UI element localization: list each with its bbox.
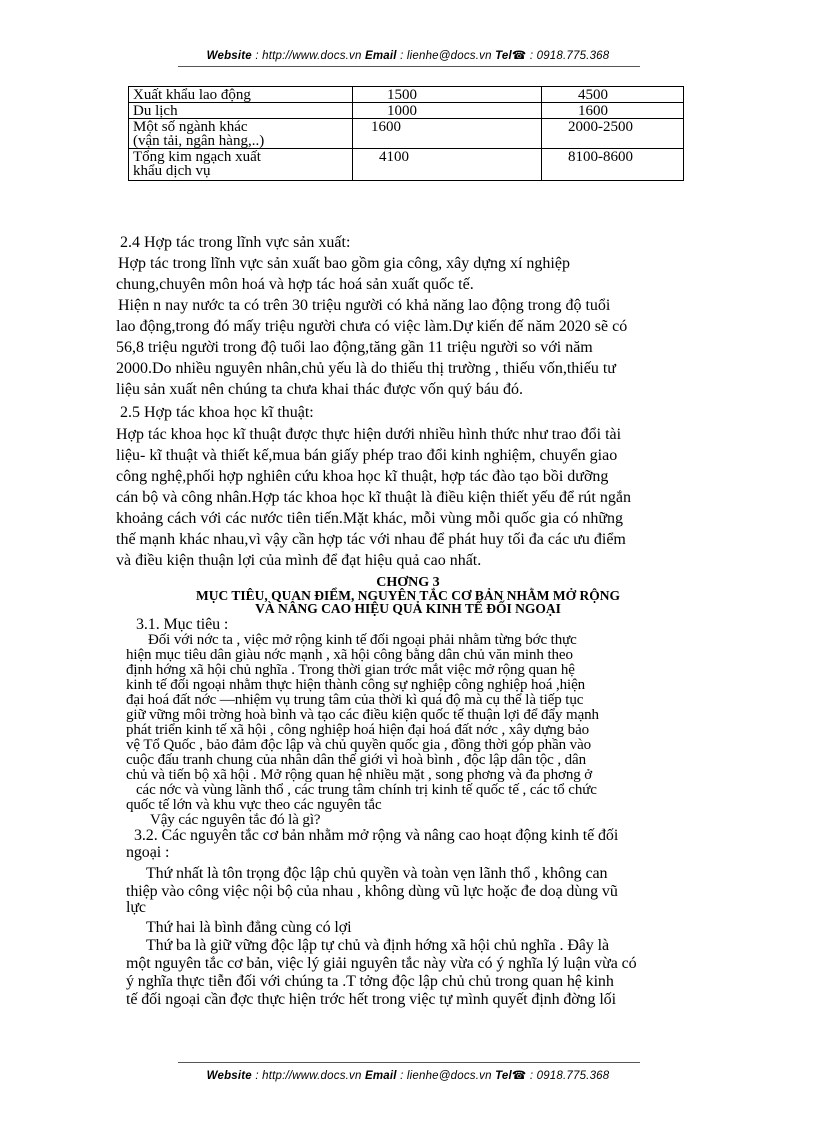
website-label: Website xyxy=(206,50,252,62)
paragraph-line: ý nghĩa thực tiễn đối với chúng ta .T tởng độc lập chủ chủ trong quan hệ kinh xyxy=(126,973,614,990)
paragraph-line: quốc tế lớn và khu vực theo các nguyên tắc xyxy=(126,797,382,813)
paragraph-line: liệu- kĩ thuật và thiết kế,mua bán giấy phép trao đổi kinh nghiệm, chuyển giao xyxy=(116,447,618,464)
export-services-table xyxy=(128,86,684,181)
paragraph-line: cán bộ và công nhân.Hợp tác khoa học kĩ thuật là điều kiện thiết yếu để rút ngắn xyxy=(116,489,631,506)
table-cell: 1500 xyxy=(353,87,542,103)
paragraph-line: thiệp vào công việc nội bộ của nhau , không dùng vũ lực hoặc đe doạ dùng vũ xyxy=(126,883,618,900)
section-heading: 2.5 Hợp tác khoa học kĩ thuật: xyxy=(120,404,314,421)
paragraph-line: giữ vững môi trờng hoà bình và tạo các điều kiện quốc tế thuận lợi để đẩy mạnh xyxy=(126,707,599,723)
paragraph-line: cuộc đấu tranh chung của nhân dân thế giới vì hoà bình , độc lập dân tộc , dân xyxy=(126,752,586,768)
footer-rule xyxy=(178,1062,640,1063)
table-cell: 1600 xyxy=(542,103,684,119)
table-cell: Tổng kim ngạch xuất khẩu dịch vụ xyxy=(129,149,353,181)
table-row xyxy=(129,103,684,119)
tel-value: : 0918.775.368 xyxy=(529,1070,610,1082)
email-label: Email xyxy=(365,1070,397,1082)
table-cell: 4500 xyxy=(542,87,684,103)
paragraph-line: thế mạnh khác nhau,vì vậy cần hợp tác với nhau để phát huy tối đa các ưu điểm xyxy=(116,531,626,548)
paragraph-line: Hợp tác trong lĩnh vực sản xuất bao gồm gia công, xây dựng xí nghiệp xyxy=(118,255,570,272)
paragraph-line: khoảng cách với các nước tiên tiến.Mặt khác, mỗi vùng mỗi quốc gia có những xyxy=(116,510,624,527)
paragraph-line: Thứ nhất là tôn trọng độc lập chủ quyền và toàn vẹn lãnh thổ , không can xyxy=(146,865,608,882)
table-cell: Xuất khẩu lao động xyxy=(129,87,353,103)
email-value[interactable]: : lienhe@docs.vn xyxy=(400,50,492,62)
phone-icon: ☎ xyxy=(511,1070,527,1082)
table-row xyxy=(129,149,684,181)
paragraph-line: 2000.Do nhiều nguyên nhân,chủ yếu là do thiếu thị trường , thiếu vốn,thiếu tư xyxy=(116,360,616,377)
paragraph-line: 56,8 triệu người trong độ tuổi lao động,tăng gần 11 triệu người so với năm xyxy=(116,339,593,356)
paragraph-line: liệu sản xuất nên chúng ta chưa khai thác được vốn quý báu đó. xyxy=(116,381,524,398)
table-cell: 4100 xyxy=(353,149,542,181)
paragraph-line: ngoại : xyxy=(126,844,170,861)
paragraph-line: lực xyxy=(126,899,146,916)
section-heading: 3.2. Các nguyên tắc cơ bản nhằm mở rộng và nâng cao hoạt động kinh tế đối xyxy=(134,827,619,844)
paragraph-line: chủ và tiến bộ xã hội . Mở rộng quan hệ nhiều mặt , song phơng và đa phơng ở xyxy=(126,767,593,783)
chapter-title-line: VÀ NÂNG CAO HIỆU QUẢ KINH TẾ ĐỐI NGOẠI xyxy=(255,601,561,616)
paragraph-line: chung,chuyên môn hoá và hợp tác hoá sản xuất quốc tế. xyxy=(116,276,474,293)
website-value[interactable]: : http://www.docs.vn xyxy=(255,50,362,62)
paragraph-line: Thứ hai là bình đẳng cùng có lợi xyxy=(146,919,352,936)
chapter-label: CHƠNG 3 xyxy=(376,575,440,590)
paragraph-line: vệ Tổ Quốc , bảo đảm độc lập và chủ quyền quốc gia , đồng thời góp phần vào xyxy=(126,737,592,753)
paragraph-line: công nghệ,phối hợp nghiên cứu khoa học kĩ thuật, hợp tác đào tạo bồi dưỡng xyxy=(116,468,609,485)
section-heading: 3.1. Mục tiêu : xyxy=(136,616,229,633)
tel-value: : 0918.775.368 xyxy=(529,50,610,62)
website-value[interactable]: : http://www.docs.vn xyxy=(255,1070,362,1082)
email-value[interactable]: : lienhe@docs.vn xyxy=(400,1070,492,1082)
section-heading: 2.4 Hợp tác trong lĩnh vực sản xuất: xyxy=(120,234,351,251)
table-cell: 1000 xyxy=(353,103,542,119)
table-cell: Một số ngành khác (vận tải, ngân hàng,..) xyxy=(129,119,353,149)
table-row xyxy=(129,119,684,149)
chapter-title-line: MỤC TIÊU, QUAN ĐIỂM, NGUYÊN TẮC CƠ BẢN NHẰM MỞ RỘNG xyxy=(195,588,620,603)
email-label: Email xyxy=(365,50,397,62)
tel-label: Tel xyxy=(495,50,512,62)
paragraph-line: và điều kiện thuận lợi của mình để đạt hiệu quả cao nhất. xyxy=(116,552,482,569)
table-cell: 8100-8600 xyxy=(542,149,684,181)
paragraph-line: hiện mục tiêu dân giàu nớc mạnh , xã hội công bằng dân chủ văn minh theo xyxy=(126,647,573,663)
paragraph-line: tế đối ngoại cần đợc thực hiện trớc hết trong việc tự mình quyết định đờng lối xyxy=(126,991,616,1008)
paragraph-line: kinh tế đối ngoại nhằm thực hiện thành công sự nghiệp công nghiệp hoá ,hiện xyxy=(126,677,586,693)
table-cell: 2000-2500 xyxy=(542,119,684,149)
website-label: Website xyxy=(206,1070,252,1082)
header-rule xyxy=(178,66,640,67)
page-footer xyxy=(0,1068,816,1082)
table-cell: 1600 xyxy=(353,119,542,149)
paragraph-line: lao động,trong đó mấy triệu người chưa có việc làm.Dự kiến đế năm 2020 sẽ có xyxy=(116,318,628,335)
paragraph-line: Vậy các nguyên tắc đó là gì? xyxy=(150,812,321,828)
paragraph-line: Hiện n nay nước ta có trên 30 triệu người có khả năng lao động trong độ tuổi xyxy=(118,297,611,314)
paragraph-line: phát triển kinh tế xã hội , công nghiệp hoá hiện đại hoá đất nớc , xây dựng bảo xyxy=(126,722,590,738)
phone-icon: ☎ xyxy=(511,50,527,62)
paragraph-line: Hợp tác khoa học kĩ thuật được thực hiện dưới nhiều hình thức như trao đổi tài xyxy=(116,426,622,443)
paragraph-line: Thứ ba là giữ vững độc lập tự chủ và định hớng xã hội chủ nghĩa . Đây là xyxy=(146,937,609,954)
paragraph-line: đại hoá đất nớc —nhiệm vụ trung tâm của thời kì quá độ mà cụ thể là tiếp tục xyxy=(126,692,584,708)
paragraph-line: Đối với nớc ta , việc mở rộng kinh tế đối ngoại phải nhằm từng bớc thực xyxy=(148,632,577,648)
page-header xyxy=(0,48,816,62)
paragraph-line: định hớng xã hội chủ nghĩa . Trong thời gian trớc mắt việc mở rộng quan hệ xyxy=(126,662,575,678)
tel-label: Tel xyxy=(495,1070,512,1082)
paragraph-line: các nớc và vùng lãnh thổ , các trung tâm chính trị kinh tế quốc tế , các tổ chức xyxy=(136,782,597,798)
table-cell: Du lịch xyxy=(129,103,353,119)
table-row xyxy=(129,87,684,103)
paragraph-line: một nguyên tắc cơ bản, việc lý giải nguyên tắc này vừa có ý nghĩa lý luận vừa có xyxy=(126,955,637,972)
